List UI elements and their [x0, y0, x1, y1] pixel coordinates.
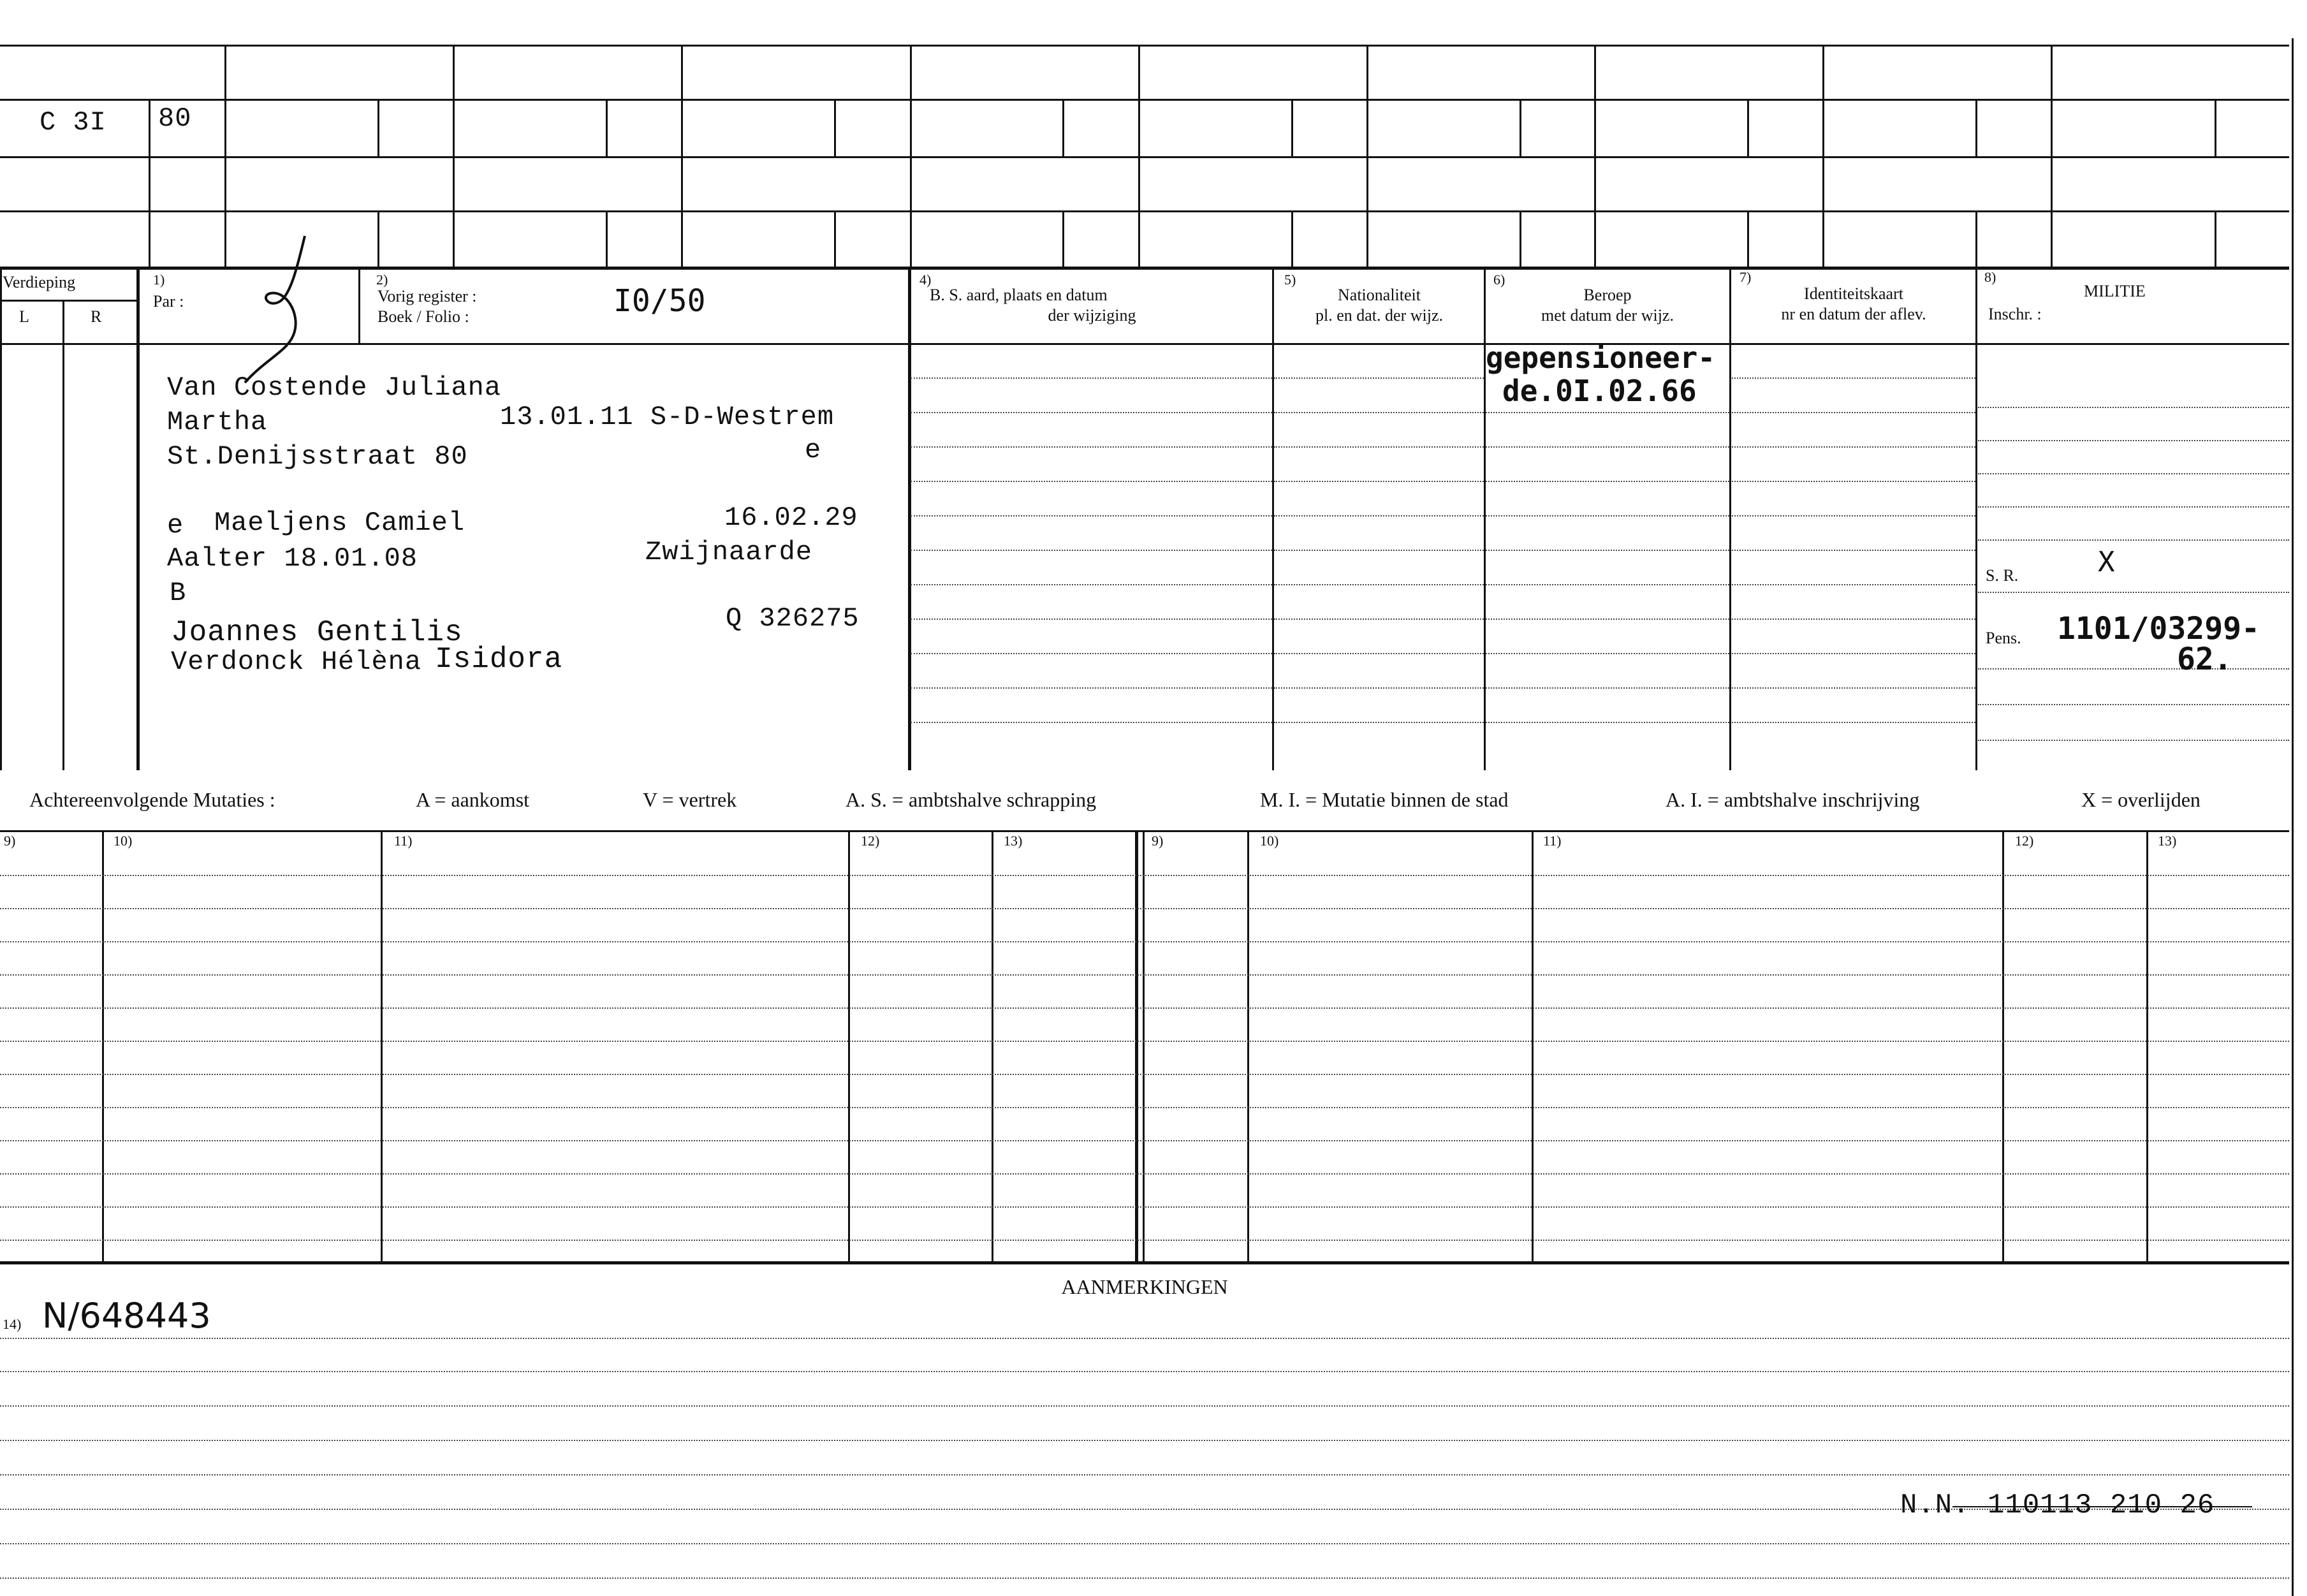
col-10-right: 10) [1260, 833, 1279, 849]
nn-number: N.N. 110113 210 26 [1900, 1490, 2215, 1521]
remarks-value: N/648443 [42, 1296, 211, 1336]
e-mark: e [805, 435, 822, 465]
pens-value-1: 1101/03299- [2057, 611, 2260, 647]
sr-value: X [2098, 546, 2115, 578]
right-border [2292, 38, 2294, 1596]
mil-num: 8) [1984, 269, 1996, 285]
col-12-left: 12) [861, 833, 880, 849]
beroep-value-2: de.0I.02.66 [1502, 374, 1697, 408]
col-9-left: 9) [4, 833, 16, 849]
id-label-2: nr en datum der aflev. [1781, 305, 1926, 323]
par-handwriting [236, 230, 332, 389]
boek-folio-label: Boek / Folio : [377, 307, 469, 326]
person-birth: 13.01.11 S-D-Westrem [500, 402, 835, 432]
r-label: R [91, 307, 102, 326]
legend-ai: A. I. = ambtshalve inschrijving [1666, 788, 1920, 811]
code-value: C 3I [40, 107, 106, 138]
bs-label-1: B. S. aard, plaats en datum [930, 286, 1108, 304]
nat-label-1: Nationaliteit [1338, 286, 1421, 304]
sr-label: S. R. [1986, 566, 2019, 585]
col-9-right: 9) [1152, 833, 1164, 849]
spouse-birth: Aalter 18.01.08 [167, 543, 418, 574]
pens-label: Pens. [1986, 629, 2021, 647]
number-value: 80 [158, 103, 192, 134]
mother-extra: Isidora [435, 643, 563, 676]
col-11-right: 11) [1543, 833, 1562, 849]
legend-title: Achtereenvolgende Mutaties : [29, 788, 275, 811]
spouse-date: 16.02.29 [724, 502, 858, 533]
vorig-register-label: Vorig register : [377, 287, 477, 305]
beroep-label-2: met datum der wijz. [1541, 306, 1674, 325]
beroep-value-1: gepensioneer- [1486, 340, 1716, 375]
spouse-name: Maeljens Camiel [214, 508, 465, 538]
bs-num: 4) [919, 272, 932, 288]
legend-a: A = aankomst [416, 788, 530, 811]
verdieping-label: Verdieping [3, 273, 76, 291]
person-address: St.Denijsstraat 80 [167, 441, 468, 472]
col-10-left: 10) [114, 833, 133, 849]
nn-strike [1952, 1506, 2252, 1507]
vorig-num: 2) [376, 272, 388, 288]
l-label: L [19, 307, 29, 326]
legend-mi: M. I. = Mutatie binnen de stad [1260, 788, 1509, 811]
id-label-1: Identiteitskaart [1804, 284, 1903, 303]
q-number: Q 326275 [726, 603, 860, 634]
b-mark: B [170, 578, 187, 608]
legend-x: X = overlijden [2081, 788, 2201, 811]
nat-label-2: pl. en dat. der wijz. [1315, 306, 1443, 325]
col-12-right: 12) [2015, 833, 2034, 849]
bs-label-2: der wijziging [1048, 306, 1136, 325]
mother-name: Verdonck Hélèna [171, 647, 422, 677]
beroep-label-1: Beroep [1583, 286, 1632, 304]
legend-v: V = vertrek [643, 788, 737, 811]
remarks-title: AANMERKINGEN [1061, 1275, 1228, 1298]
beroep-num: 6) [1493, 272, 1505, 288]
id-num: 7) [1739, 269, 1752, 285]
par-num: 1) [153, 272, 165, 288]
spouse-prefix: e [167, 510, 184, 541]
nat-num: 5) [1284, 272, 1296, 288]
remarks-num: 14) [3, 1316, 22, 1332]
person-name-line1: Van Costende Juliana [167, 372, 502, 403]
person-name-line2: Martha [167, 407, 268, 437]
legend-as: A. S. = ambtshalve schrapping [846, 788, 1097, 811]
spouse-place: Zwijnaarde [645, 537, 813, 567]
par-label: Par : [153, 292, 184, 311]
col-11-left: 11) [394, 833, 413, 849]
inschr-label: Inschr. : [1988, 305, 2042, 323]
pens-value-2: 62. [2177, 641, 2232, 677]
col-13-left: 13) [1004, 833, 1023, 849]
col-13-right: 13) [2158, 833, 2177, 849]
militie-label: MILITIE [2084, 282, 2146, 300]
father-name: Joannes Gentilis [171, 616, 463, 649]
vorig-register-value: I0/50 [613, 283, 706, 319]
